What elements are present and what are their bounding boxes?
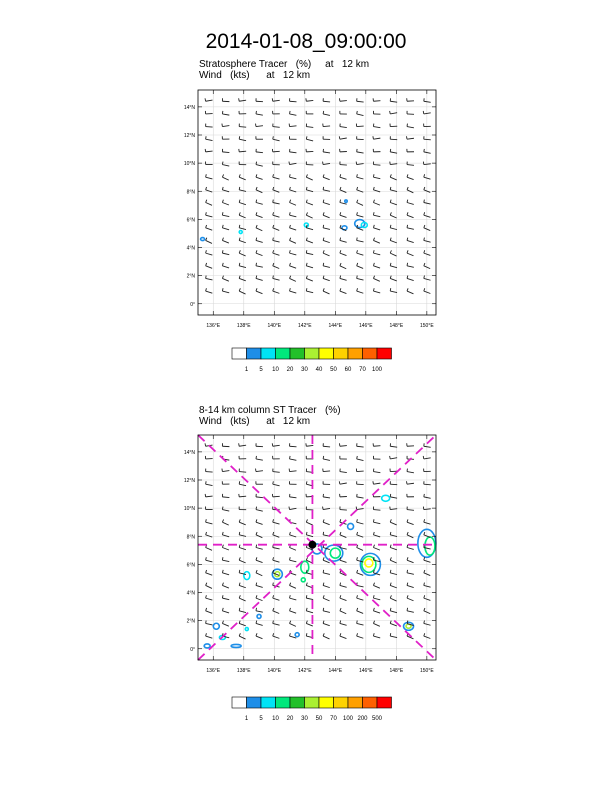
panel2-map bbox=[180, 430, 450, 695]
center-marker-icon bbox=[308, 541, 316, 549]
wind-barb-feather bbox=[206, 174, 207, 177]
panel1-subtitle-tracer: Stratosphere Tracer (%) at 12 km bbox=[199, 59, 370, 70]
colorbar-swatch bbox=[232, 697, 247, 708]
wind-barb-feather bbox=[239, 443, 240, 446]
wind-barb bbox=[373, 101, 380, 102]
wind-barb-feather bbox=[323, 456, 324, 459]
wind-barb-feather bbox=[222, 595, 223, 598]
wind-barb-feather bbox=[222, 250, 223, 253]
wind-barb-feather bbox=[256, 608, 257, 611]
wind-barb-feather bbox=[407, 136, 408, 139]
wind-barb bbox=[273, 151, 280, 152]
wind-barb-feather bbox=[239, 570, 240, 573]
lat-label: 0° bbox=[190, 301, 195, 308]
wind-barb-feather bbox=[273, 583, 274, 586]
wind-barb-feather bbox=[205, 443, 206, 446]
wind-barb-feather bbox=[424, 149, 425, 152]
wind-barb-feather bbox=[306, 136, 307, 139]
wind-barb-feather bbox=[323, 608, 324, 611]
wind-barb-feather bbox=[290, 212, 291, 215]
lon-label: 150°E bbox=[420, 323, 434, 329]
wind-barb bbox=[323, 126, 330, 127]
colorbar-label: 100 bbox=[371, 367, 383, 373]
colorbar-swatch bbox=[334, 348, 349, 359]
wind-barb-feather bbox=[222, 507, 223, 510]
wind-barb-feather bbox=[357, 456, 358, 459]
lat-label: 4°N bbox=[186, 590, 195, 597]
wind-barb-feather bbox=[222, 212, 223, 215]
wind-barb-feather bbox=[424, 238, 425, 241]
lon-label: 138°E bbox=[236, 323, 251, 329]
wind-barb-feather bbox=[373, 519, 374, 522]
wind-barb-feather bbox=[290, 174, 291, 177]
wind-barb-feather bbox=[323, 507, 324, 510]
wind-barb bbox=[424, 484, 431, 485]
colorbar-swatch bbox=[247, 697, 262, 708]
lon-label: 136°E bbox=[206, 668, 221, 674]
wind-barb-feather bbox=[206, 620, 207, 623]
panel2-subtitle-tracer: 8-14 km column ST Tracer (%) bbox=[199, 405, 341, 416]
wind-barb-feather bbox=[273, 238, 274, 241]
lon-label: 138°E bbox=[236, 668, 251, 674]
panel2-colorbar bbox=[228, 694, 408, 728]
colorbar-swatch bbox=[348, 697, 363, 708]
wind-barb-feather bbox=[290, 111, 291, 114]
wind-barb-feather bbox=[424, 200, 425, 203]
lat-label: 14°N bbox=[183, 449, 195, 456]
colorbar-label: 10 bbox=[272, 716, 279, 722]
colorbar-label: 50 bbox=[330, 367, 337, 373]
wind-barb-feather bbox=[339, 136, 340, 139]
wind-barb-feather bbox=[423, 456, 424, 459]
colorbar-swatch bbox=[363, 697, 378, 708]
colorbar-swatch bbox=[247, 348, 262, 359]
colorbar-label: 200 bbox=[357, 716, 368, 722]
colorbar-swatch bbox=[261, 697, 276, 708]
colorbar-label: 70 bbox=[359, 367, 366, 373]
panel1-subtitle-wind: Wind (kts) at 12 km bbox=[199, 70, 311, 81]
wind-barb-feather bbox=[373, 481, 374, 484]
wind-barb-feather bbox=[239, 481, 240, 484]
wind-barb-feather bbox=[339, 481, 340, 484]
wind-barb-feather bbox=[239, 532, 240, 535]
colorbar-label: 60 bbox=[344, 367, 352, 373]
lon-label: 146°E bbox=[358, 323, 373, 329]
lat-label: 4°N bbox=[186, 245, 195, 252]
wind-barb-feather bbox=[323, 225, 324, 228]
wind-barb-feather bbox=[239, 98, 240, 101]
colorbar-swatch bbox=[377, 697, 392, 708]
wind-barb-feather bbox=[239, 225, 240, 228]
wind-barb-feather bbox=[222, 124, 223, 127]
colorbar-label: 40 bbox=[315, 367, 323, 373]
lon-label: 140°E bbox=[267, 323, 282, 329]
lat-label: 2°N bbox=[186, 273, 195, 280]
wind-barb-feather bbox=[373, 595, 374, 598]
wind-barb-feather bbox=[273, 200, 274, 203]
colorbar-swatch bbox=[319, 697, 334, 708]
wind-barb-feather bbox=[323, 111, 324, 114]
wind-barb-feather bbox=[272, 98, 273, 101]
colorbar-swatch bbox=[363, 348, 378, 359]
lon-label: 150°E bbox=[420, 668, 434, 674]
wind-barb-feather bbox=[306, 288, 307, 291]
lon-label: 146°E bbox=[358, 668, 373, 674]
wind-barb-feather bbox=[340, 200, 341, 203]
colorbar-swatch bbox=[319, 348, 334, 359]
colorbar-swatch bbox=[334, 697, 349, 708]
wind-barb-feather bbox=[357, 275, 358, 278]
page-title: 2014-01-08_09:00:00 bbox=[205, 30, 407, 53]
wind-barb-feather bbox=[424, 583, 425, 586]
colorbar-label: 50 bbox=[315, 716, 323, 722]
lon-label: 140°E bbox=[267, 668, 282, 674]
wind-barb-feather bbox=[390, 532, 391, 535]
lat-label: 10°N bbox=[183, 506, 195, 513]
wind-barb-feather bbox=[272, 443, 273, 446]
panel1-colorbar bbox=[228, 345, 408, 379]
wind-barb-feather bbox=[273, 481, 274, 484]
wind-barb-feather bbox=[273, 276, 274, 279]
wind-barb-feather bbox=[239, 136, 240, 139]
wind-barb-feather bbox=[222, 557, 223, 560]
lon-label: 148°E bbox=[389, 323, 404, 329]
lon-label: 144°E bbox=[328, 668, 343, 674]
lon-label: 148°E bbox=[389, 668, 404, 674]
wind-barb bbox=[290, 446, 297, 447]
wind-barb-feather bbox=[390, 633, 391, 636]
wind-barb-feather bbox=[356, 162, 357, 165]
lat-label: 6°N bbox=[186, 217, 195, 224]
colorbar-swatch bbox=[276, 348, 291, 359]
wind-barb-feather bbox=[323, 263, 324, 266]
wind-barb-feather bbox=[323, 162, 324, 165]
colorbar-label: 5 bbox=[259, 716, 263, 722]
lat-label: 0° bbox=[190, 646, 195, 653]
colorbar-label: 30 bbox=[301, 367, 308, 373]
wind-barb-feather bbox=[323, 532, 324, 535]
colorbar-label: 30 bbox=[301, 716, 308, 722]
wind-barb-feather bbox=[206, 519, 207, 522]
wind-barb-feather bbox=[256, 263, 257, 266]
wind-barb-feather bbox=[239, 187, 240, 190]
wind-barb-feather bbox=[289, 162, 290, 165]
wind-barb-feather bbox=[390, 187, 391, 190]
wind-barb bbox=[239, 472, 246, 473]
lat-label: 6°N bbox=[186, 562, 195, 569]
wind-barb-feather bbox=[273, 136, 274, 139]
colorbar-label: 10 bbox=[272, 367, 279, 373]
wind-barb bbox=[290, 101, 297, 102]
wind-barb-feather bbox=[256, 162, 257, 165]
colorbar-label: 500 bbox=[371, 716, 383, 722]
colorbar-label: 1 bbox=[244, 716, 249, 722]
wind-barb-feather bbox=[407, 608, 408, 611]
wind-barb-feather bbox=[373, 174, 374, 177]
colorbar-swatch bbox=[377, 348, 392, 359]
colorbar-swatch bbox=[305, 348, 320, 359]
wind-barb bbox=[273, 496, 280, 497]
wind-barb-feather bbox=[357, 111, 358, 114]
wind-barb bbox=[424, 139, 431, 140]
wind-barb-feather bbox=[407, 263, 408, 266]
wind-barb bbox=[323, 471, 330, 472]
lat-label: 10°N bbox=[183, 161, 195, 168]
wind-barb-feather bbox=[306, 481, 307, 484]
wind-barb bbox=[239, 127, 246, 128]
wind-barb-feather bbox=[306, 633, 307, 636]
wind-barb-feather bbox=[323, 187, 324, 190]
wind-barb-feather bbox=[256, 507, 257, 510]
colorbar-swatch bbox=[305, 697, 320, 708]
colorbar-label: 100 bbox=[342, 716, 354, 722]
colorbar-label: 70 bbox=[330, 716, 337, 722]
wind-barb-feather bbox=[273, 621, 274, 624]
wind-barb-feather bbox=[205, 98, 206, 101]
lon-label: 142°E bbox=[297, 668, 312, 674]
wind-barb-feather bbox=[407, 225, 408, 228]
wind-barb-feather bbox=[290, 557, 291, 560]
wind-barb-feather bbox=[373, 250, 374, 253]
wind-barb-feather bbox=[373, 136, 374, 139]
colorbar-label: 5 bbox=[259, 367, 263, 373]
lon-label: 142°E bbox=[297, 323, 312, 329]
wind-barb-feather bbox=[373, 212, 374, 215]
wind-barb-feather bbox=[306, 595, 307, 598]
wind-barb-feather bbox=[357, 620, 358, 623]
colorbar-swatch bbox=[348, 348, 363, 359]
lat-label: 8°N bbox=[186, 189, 195, 196]
colorbar-label: 20 bbox=[286, 716, 294, 722]
wind-barb-feather bbox=[323, 570, 324, 573]
lat-label: 12°N bbox=[183, 133, 195, 139]
lon-label: 144°E bbox=[328, 323, 343, 329]
colorbar-swatch bbox=[276, 697, 291, 708]
lat-label: 2°N bbox=[186, 618, 195, 625]
wind-barb-feather bbox=[289, 507, 290, 510]
colorbar-swatch bbox=[232, 348, 247, 359]
lon-label: 136°E bbox=[206, 323, 221, 329]
wind-barb-feather bbox=[222, 469, 223, 472]
wind-barb-feather bbox=[306, 250, 307, 253]
lat-label: 12°N bbox=[183, 478, 195, 484]
wind-barb-feather bbox=[357, 238, 358, 241]
lat-label: 14°N bbox=[183, 104, 195, 111]
panel2-subtitle-wind: Wind (kts) at 12 km bbox=[199, 416, 311, 427]
wind-barb bbox=[373, 510, 380, 511]
wind-barb bbox=[373, 165, 380, 166]
wind-barb-feather bbox=[390, 288, 391, 291]
wind-barb-feather bbox=[423, 111, 424, 114]
colorbar-swatch bbox=[290, 697, 305, 708]
colorbar-swatch bbox=[261, 348, 276, 359]
colorbar-label: 20 bbox=[286, 367, 294, 373]
wind-barb-feather bbox=[222, 288, 223, 291]
wind-barb-feather bbox=[222, 162, 223, 165]
wind-barb-feather bbox=[290, 456, 291, 459]
colorbar-swatch bbox=[290, 348, 305, 359]
wind-barb-feather bbox=[206, 275, 207, 278]
panel1-map bbox=[180, 85, 450, 345]
wind-barb-feather bbox=[390, 111, 391, 114]
wind-barb-feather bbox=[407, 570, 408, 573]
lat-label: 8°N bbox=[186, 534, 195, 541]
wind-barb-feather bbox=[407, 481, 408, 484]
wind-barb bbox=[373, 446, 380, 447]
colorbar-label: 1 bbox=[244, 367, 249, 373]
wind-barb-feather bbox=[373, 557, 374, 560]
wind-barb-feather bbox=[424, 494, 425, 497]
wind-barb-feather bbox=[390, 456, 391, 459]
